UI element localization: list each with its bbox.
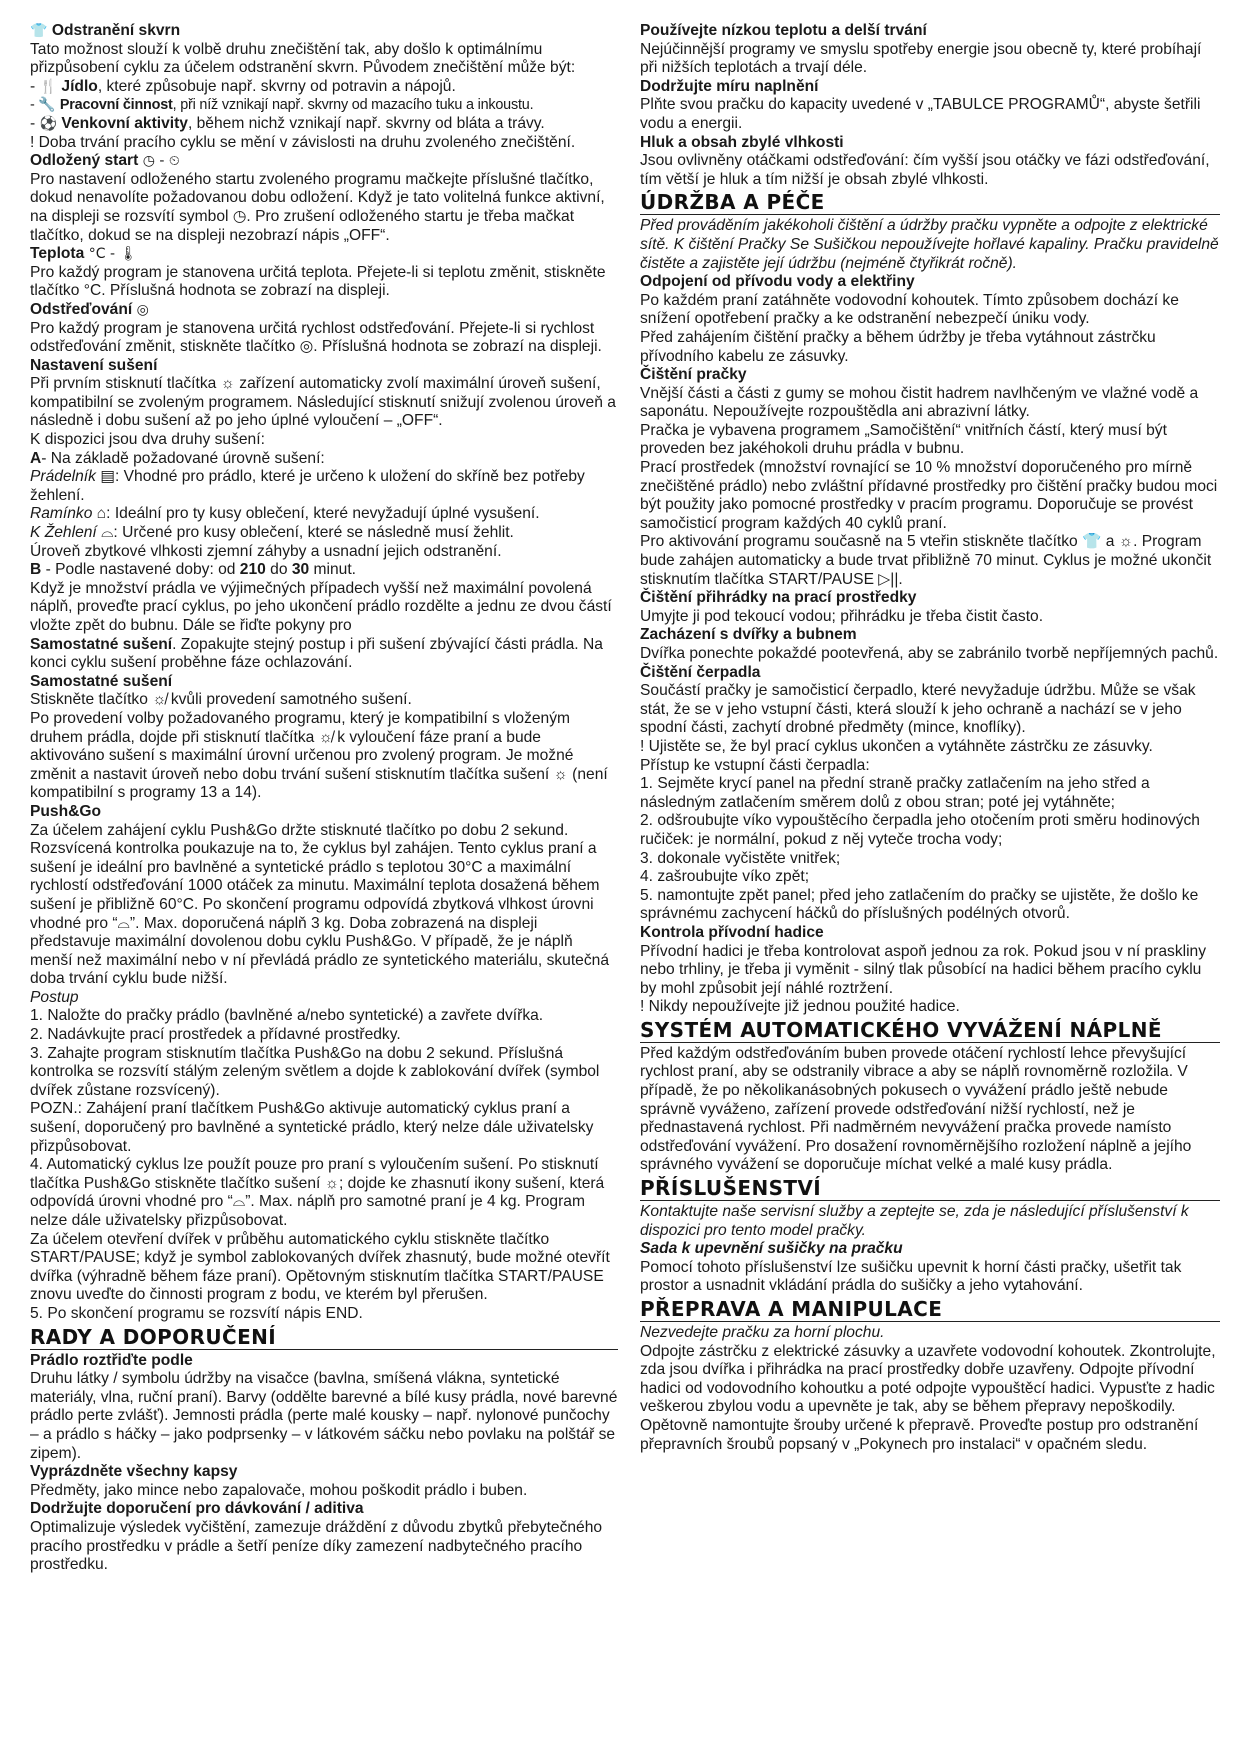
text-run: , během nichž vznikají např. skvrny od bláta a trávy. bbox=[187, 114, 545, 132]
bold-term: Pracovní činnost bbox=[59, 97, 173, 114]
italic-term: Ramínko bbox=[30, 505, 93, 523]
subheading-text: Používejte nízkou teplotu a delší trvání bbox=[640, 22, 927, 39]
right-column bbox=[640, 22, 1220, 1454]
subheading-kontrola-privodni-hadice bbox=[640, 924, 1220, 943]
paragraph: 2. Nadávkujte prací prostředek a přídavné prostředky. bbox=[30, 1026, 401, 1044]
section-heading-rady-a-doporuceni: RADY A DOPORUČENÍ bbox=[30, 1325, 618, 1350]
section-heading-preprava-a-manipulace: PŘEPRAVA A MANIPULACE bbox=[640, 1297, 1220, 1322]
subheading-push-go bbox=[30, 803, 618, 822]
text-run: - bbox=[30, 77, 40, 95]
subheading-text: Dodržujte doporučení pro dávkování / aditiva bbox=[30, 1500, 364, 1518]
bold-term: Jídlo bbox=[61, 77, 98, 95]
text-run: ▤: Vhodné pro prádlo, které je určeno k uložení do skříně bez potřeby žehlení. bbox=[30, 468, 585, 504]
subheading-zachazeni-s-dvirky-a-bubnem bbox=[640, 626, 1220, 645]
paragraph: Před zahájením čištění pračky a během údržby je třeba vytáhnout zástrčku přívodního kabelu ze zásuvky. bbox=[640, 328, 1156, 365]
paragraph: Kontaktujte naše servisní služby a zeptejte se, zda je následující příslušenství k dispozici pro tento model pračky. bbox=[640, 1203, 1189, 1239]
bold-term: 210 bbox=[239, 561, 266, 579]
bold-term: A bbox=[30, 449, 42, 467]
subheading-nastaveni-suseni bbox=[30, 357, 618, 376]
bold-term: Venkovní aktivity bbox=[61, 114, 188, 132]
paragraph: Dvířka ponechte pokaždé pootevřená, aby se zabránilo tvorbě nepříjemných pachů. bbox=[640, 645, 1219, 662]
subheading-text: Dodržujte míru naplnění bbox=[640, 77, 819, 95]
subheading-text: Odpojení od přívodu vody a elektřiny bbox=[640, 273, 915, 291]
paragraph bbox=[30, 468, 618, 505]
function-symbol-icon: ◎ bbox=[132, 301, 149, 318]
paragraph: ! Doba trvání pracího cyklu se mění v závislosti na druhu zvoleného znečištění. bbox=[30, 133, 576, 151]
paragraph: Prací prostředek (množství rovnající se 10 % množství doporučeného pro mírně znečištěné prádlo) nebo zvláštní přídavné prostředky pro čištění pračky budou moci být použity jako pomocné prostředky v pracím programu. Doporučuje se provést samočisticí program každých 40 cyklů praní. bbox=[640, 459, 1218, 532]
paragraph: Pračka je vybavena programem „Samočištění“ vnitřních částí, který musí být proveden bez jakéhokoli druhu prádla v bubnu. bbox=[640, 421, 1167, 458]
paragraph: Pro každý program je stanovena určitá teplota. Přejete-li si teplotu změnit, stiskněte tlačítko °C. Příslušná hodnota se zobrazí na displeji. bbox=[30, 263, 606, 300]
subheading-hluk-a-obsah-zbyle-vlhkosti bbox=[640, 134, 1220, 153]
subheading-odpojeni-od-privodu-vody-a-elektriny bbox=[640, 273, 1220, 292]
subheading-odstraneni-skvrn bbox=[30, 22, 618, 41]
text-run: ⌓: Určené pro kusy oblečení, které se následně musí žehlit. bbox=[96, 524, 514, 542]
subheading-samostatne-suseni bbox=[30, 673, 618, 692]
paragraph: Nezvedejte pračku za horní plochu. bbox=[640, 1324, 885, 1341]
paragraph: Vnější části a části z gumy se mohou čistit hadrem navlhčeným ve vlažné vodě a saponátu. Nepoužívejte rozpouštědla ani abrazivní látky. bbox=[640, 384, 1199, 421]
subheading-odstredovani bbox=[30, 301, 618, 320]
paragraph: K dispozici jsou dva druhy sušení: bbox=[30, 431, 265, 449]
subheading-dodrzujte-miru-naplneni bbox=[640, 78, 1220, 97]
subheading-pouzivejte-nizkou-teplotu-a-delsi-trvani bbox=[640, 22, 1220, 41]
subheading-text: Hluk a obsah zbylé vlhkosti bbox=[640, 133, 844, 151]
text-run: do bbox=[265, 561, 292, 579]
subheading-dodrzujte-doporuceni-pro-davkovani-aditi bbox=[30, 1500, 618, 1519]
paragraph: ! Ujistěte se, že byl prací cyklus ukončen a vytáhněte zástrčku ze zásuvky. bbox=[640, 737, 1153, 755]
paragraph: Pro každý program je stanovena určitá rychlost odstřeďování. Přejete-li si rychlost odstřeďování změnit, stiskněte tlačítko ◎. Příslušná hodnota se zobrazí na displeji. bbox=[30, 319, 602, 356]
paragraph bbox=[30, 636, 618, 673]
text-run: ⌂: Ideální pro ty kusy oblečení, které nevyžadují úplné vysušení. bbox=[92, 505, 540, 523]
paragraph bbox=[30, 524, 618, 543]
text-run: . Zopakujte stejný postup i při sušení zbývající části prádla. Na konci cyklu sušení proběhne fáze ochlazování. bbox=[30, 635, 603, 672]
paragraph: 2. odšroubujte víko vypouštěcího čerpadla jeho otočením proti směru hodinových ručiček: je normální, pokud z něj vyteče trocha vody; bbox=[640, 812, 1200, 848]
subheading-pradlo-roztridte-podle bbox=[30, 1352, 618, 1371]
bold-term: Samostatné sušení bbox=[30, 635, 173, 653]
paragraph: Plňte svou pračku do kapacity uvedené v „TABULCE PROGRAMŮ“, abyste šetřili vodu a energii. bbox=[640, 96, 1201, 132]
text-run: - bbox=[30, 97, 39, 114]
paragraph: Před každým odstřeďováním buben provede otáčení rychlostí lehce převyšující rychlost praní, aby se odstranily vibrace a aby se náplň rovnoměrně rozložila. V případě, že po několikanásobných pokusech o vyvážení prádlo ještě nebude správně vyváženo, zařízení provede odstřeďování nižší rychlostí, než je přednastavená rychlost. Při nadměrném nevyvážení pračka provede namísto odstřeďování vyvážení. Pro dosažení rovnoměrnějšího rozložení náplně a jejího správného vyvážení se doporučuje míchat velké a malé kusy prádla. bbox=[640, 1044, 1192, 1174]
paragraph bbox=[30, 96, 618, 115]
subheading-text: Vyprázdněte všechny kapsy bbox=[30, 1463, 238, 1481]
paragraph: Za účelem otevření dvířek v průběhu automatického cyklu stiskněte tlačítko START/PAUSE; když je symbol zablokovaných dvířek zhasnutý, bude možné otevřít dvířka (výhradně během fáze praní). Opětovným stisknutím tlačítka START/PAUSE znovu uveďte do činnosti program z bodu, ve kterém byl přerušen. bbox=[30, 1230, 610, 1304]
subheading-text: Čištění přihrádky na prací prostředky bbox=[640, 589, 917, 607]
subheading-text: Kontrola přívodní hadice bbox=[640, 923, 824, 941]
paragraph: Při prvním stisknutí tlačítka ☼ zařízení automaticky zvolí maximální úroveň sušení, kompatibilní se zvoleným programem. Následující stisknutí snižují zvolenou úroveň a následně i dobu sušení až po jeho úplné vyloučení – „OFF“. bbox=[30, 375, 616, 430]
paragraph bbox=[30, 115, 618, 134]
subheading-cisteni-pracky bbox=[640, 366, 1220, 385]
paragraph: 4. zašroubujte víko zpět; bbox=[640, 868, 810, 886]
bold-term: 30 bbox=[291, 561, 310, 579]
paragraph: Tato možnost slouží k volbě druhu znečištění tak, aby došlo k optimálnímu přizpůsobení cyklu za účelem odstranění skvrn. Původem znečištění může být: bbox=[30, 40, 576, 77]
function-symbol-icon: ◷ - ⏲ bbox=[138, 153, 180, 170]
subheading-text: Odložený start bbox=[30, 152, 139, 170]
stain-icon: 👕 bbox=[30, 23, 52, 39]
text-run: - Na základě požadované úrovně sušení: bbox=[41, 449, 325, 467]
italic-term: K Žehlení bbox=[30, 524, 97, 542]
left-column bbox=[30, 22, 618, 1575]
paragraph: Stiskněte tlačítko ☼̸ kvůli provedení samotného sušení. bbox=[30, 691, 412, 709]
paragraph: Postup bbox=[30, 988, 79, 1006]
paragraph: Pomocí tohoto příslušenství lze sušičku upevnit k horní části pračky, ušetřit tak prostor a usnadnit vkládání prádla do sušičky a jeho vytahování. bbox=[640, 1258, 1182, 1295]
paragraph: Za účelem zahájení cyklu Push&Go držte stisknuté tlačítko po dobu 2 sekund. Rozsvícená kontrolka poukazuje na to, že cyklus byl zahájen. Tento cyklus praní a sušení je ideální pro bavlněné a syntetické prádlo s teplotou 30°C a maximální rychlostí odstřeďování 1000 otáček za minutu. Maximální teplota dosažená během sušení je přibližně 60°C. Po skončení programu odpovídá zbytková vlhkost úrovni vhodné pro “⌓”. Max. doporučená náplň 3 kg. Doba zobrazená na displeji představuje maximální dovolenou dobu cyklu Push&Go. V případě, že je náplň menší než maximální nebo v ní převládá prádlo ze syntetického materiálu, skutečná doba trvání cyklu bude nižší. bbox=[30, 821, 610, 988]
paragraph bbox=[30, 505, 618, 524]
paragraph: Pro aktivování programu současně na 5 vteřin stiskněte tlačítko 👕 a ☼. Program bude zahájen automaticky a bude trvat přibližně 70 minut. Cyklus je možné ukončit stisknutím tlačítka START/PAUSE ▷||. bbox=[640, 533, 1212, 588]
subheading-text: Prádlo roztřiďte podle bbox=[30, 1351, 193, 1369]
paragraph: ! Nikdy nepoužívejte již jednou použité hadice. bbox=[640, 998, 960, 1016]
text-run: , které způsobuje např. skvrny od potravin a nápojů. bbox=[97, 77, 456, 95]
paragraph: Po každém praní zatáhněte vodovodní kohoutek. Tímto způsobem dochází ke snížení opotřebení pračky a ke odstranění nebezpečí úniku vody. bbox=[640, 291, 1179, 328]
paragraph: Když je množství prádla ve výjimečných případech vyšší než maximální povolená náplň, proveďte prací cyklus, po jeho ukončení prádlo rozdělte a jednu ze dvou částí vložte zpět do bubnu. Dále se řiďte pokyny pro bbox=[30, 579, 612, 634]
subheading-text: Odstřeďování bbox=[30, 300, 133, 318]
paragraph: 3. Zahajte program stisknutím tlačítka Push&Go na dobu 2 sekund. Příslušná kontrolka se rozsvítí stálým zeleným světlem a dojde k zablokování dvířek (symbol dvířek zůstane rozsvícený). bbox=[30, 1044, 600, 1099]
paragraph: Jsou ovlivněny otáčkami odstřeďování: čím vyšší jsou otáčky ve fázi odstřeďování, tím větší je hluk a tím nižší je obsah zbylé vlhkosti. bbox=[640, 152, 1210, 188]
italic-term: Prádelník bbox=[30, 468, 96, 486]
subheading-text: Odstranění skvrn bbox=[51, 22, 181, 39]
paragraph: 4. Automatický cyklus lze použít pouze pro praní s vyloučením sušení. Po stisknutí tlačítka Push&Go stiskněte tlačítko sušení ☼; dojde ke zhasnutí ikony sušení, která odpovídá úrovni vhodné pro “⌓”. Max. náplň pro samotné praní je 4 kg. Program nelze dále uživatelsky přizpůsobovat. bbox=[30, 1156, 605, 1229]
subheading-teplota bbox=[30, 245, 618, 264]
text-run: - Podle nastavené doby: od bbox=[41, 561, 240, 579]
subheading-cisteni-prihradky-na-praci-prostredky bbox=[640, 589, 1220, 608]
paragraph: Po provedení volby požadovaného programu, který je kompatibilní s vloženým druhem prádla, dojde při stisknutí tlačítka ☼̸ k vyloučení fáze praní a bude aktivováno sušení s maximální úrovní určenou pro zvolený program. Je možné změnit a nastavit úroveň nebo dobu trvání sušení stisknutím tlačítka sušení ☼ (není kompatibilní s programy 13 a 14). bbox=[30, 709, 608, 802]
subheading-text: Sada k upevnění sušičky na pračku bbox=[640, 1240, 903, 1258]
subheading-text: Push&Go bbox=[30, 802, 102, 820]
paragraph: 3. dokonale vyčistěte vnitřek; bbox=[640, 849, 841, 867]
paragraph: Umyjte ji pod tekoucí vodou; přihrádku je třeba čistit často. bbox=[640, 607, 1044, 625]
paragraph: 1. Sejměte krycí panel na přední straně pračky zatlačením na jeho střed a následným zatlačením směrem dolů z obou stran; poté jej vytáhněte; bbox=[640, 775, 1150, 811]
paragraph: 1. Naložte do pračky prádlo (bavlněné a/nebo syntetické) a zavřete dvířka. bbox=[30, 1007, 544, 1025]
section-heading-udrzba-a-pece: ÚDRŽBA A PÉČE bbox=[640, 190, 1220, 215]
paragraph: Předměty, jako mince nebo zapalovače, mohou poškodit prádlo i buben. bbox=[30, 1481, 528, 1499]
paragraph: Pro nastavení odloženého startu zvoleného programu mačkejte příslušné tlačítko, dokud nenavolíte požadovanou dobu odložení. Když je tato volitelná funkce aktivní, na displeji se rozsvítí symbol ◷. Pro zrušení odloženého startu je třeba mačkat tlačítko, dokud se na displeji nezobrazí nápis „OFF“. bbox=[30, 170, 605, 244]
paragraph: Odpojte zástrčku z elektrické zásuvky a uzavřete vodovodní kohoutek. Zkontrolujte, zda jsou dvířka i přihrádka na prací prostředky dobře uzavřeny. Odpojte přívodní hadici od vodovodního kohoutku a poté odpojte vypouštěcí hadici. Vypusťte z hadic veškerou zbylou vodu a upevněte je tak, aby se během přepravy nepoškodily. Opětovně namontujte šrouby určené k přepravě. Proveďte postup pro odstranění přepravních šroubů popsaný v „Pokynech pro instalaci“ v opačném sledu. bbox=[640, 1342, 1216, 1453]
subheading-vyprazdnete-vsechny-kapsy bbox=[30, 1463, 618, 1482]
paragraph: POZN.: Zahájení praní tlačítkem Push&Go aktivuje automatický cyklus praní a sušení, doporučený pro bavlněné a syntetické prádlo, který nelze dále uživatelsky přizpůsobovat. bbox=[30, 1100, 594, 1155]
subheading-text: Samostatné sušení bbox=[30, 672, 173, 690]
paragraph: Úroveň zbytkové vlhkosti zjemní záhyby a usnadní jejich odstranění. bbox=[30, 542, 502, 560]
subheading-odlozeny-start bbox=[30, 152, 618, 171]
section-heading-system-automatickeho-vyvazeni-naplne: SYSTÉM AUTOMATICKÉHO VYVÁŽENÍ NÁPLNĚ bbox=[640, 1018, 1220, 1043]
category-icon: 🍴 bbox=[39, 78, 62, 95]
subheading-cisteni-cerpadla bbox=[640, 664, 1220, 683]
paragraph: Součástí pračky je samočisticí čerpadlo, které nevyžaduje údržbu. Může se však stát, že se v jeho vstupní části, která slouží k jeho ochraně a nachází se v jeho spodní části, zachytí drobné předměty (mince, knoflíky). bbox=[640, 682, 1196, 737]
category-icon: ⚽ bbox=[39, 115, 62, 132]
text-run: - bbox=[30, 114, 40, 132]
subheading-text: Čištění pračky bbox=[640, 366, 747, 384]
paragraph: Optimalizuje výsledek vyčištění, zamezuje dráždění z důvodu zbytků přebytečného pracího prostředku v prádle a šetří peníze díky zamezení nadbytečného pracího prostředku. bbox=[30, 1518, 603, 1574]
paragraph bbox=[30, 78, 618, 97]
paragraph: Přívodní hadici je třeba kontrolovat aspoň jednou za rok. Pokud jsou v ní praskliny nebo trhliny, je třeba ji vyměnit - silný tlak působící na hadici během pracího cyklu by mohl způsobit její náhlé roztržení. bbox=[640, 942, 1207, 997]
subheading-text: Teplota bbox=[30, 245, 85, 263]
function-symbol-icon: °C - 🌡 bbox=[84, 246, 138, 263]
section-heading-prislusenstvi: PŘÍSLUŠENSTVÍ bbox=[640, 1176, 1220, 1201]
paragraph: Druhu látky / symbolu údržby na visačce (bavlna, smíšená vlákna, syntetické materiály, vlna, ruční praní). Barvy (oddělte barevné a bílé kusy prádla, nové barevné prádlo perte zvlášť). Jemnosti prádla (perte malé kousky – např. nylonové punčochy – a prádlo s háčky – jako podprsenky – v látkovém sáčku nebo povlaku na polštář se zipem). bbox=[30, 1370, 618, 1462]
text-run: minut. bbox=[309, 561, 356, 579]
paragraph: Před prováděním jakékoholi čištění a údržby pračku vypněte a odpojte z elektrické sítě. K čištění Pračky Se Sušičkou nepoužívejte hořlavé kapaliny. Pračku pravidelně čistěte a zajistěte její údržbu (nejméně čtyřikrát ročně). bbox=[640, 217, 1219, 272]
paragraph: 5. namontujte zpět panel; před jeho zatlačením do pračky se ujistěte, že došlo ke správnému zachycení háčků do příslušných podélných otvorů. bbox=[640, 886, 1199, 923]
paragraph: Přístup ke vstupní části čerpadla: bbox=[640, 756, 870, 774]
subheading-text: Nastavení sušení bbox=[30, 356, 158, 374]
text-run: , při níž vznikají např. skvrny od mazacího tuku a inkoustu. bbox=[172, 97, 534, 114]
category-icon: 🔧 bbox=[38, 97, 60, 114]
paragraph bbox=[30, 561, 618, 580]
bold-term: B bbox=[30, 561, 42, 579]
subheading-text: Čištění čerpadla bbox=[640, 663, 761, 681]
paragraph: 5. Po skončení programu se rozsvítí nápis END. bbox=[30, 1304, 363, 1322]
paragraph bbox=[30, 450, 618, 469]
subheading-sada-k-upevneni-susicky-na-pracku bbox=[640, 1240, 1220, 1259]
paragraph: Nejúčinnější programy ve smyslu spotřeby energie jsou obecně ty, které probíhají při nižších teplotách a trvají déle. bbox=[640, 40, 1202, 77]
subheading-text: Zacházení s dvířky a bubnem bbox=[640, 626, 857, 644]
